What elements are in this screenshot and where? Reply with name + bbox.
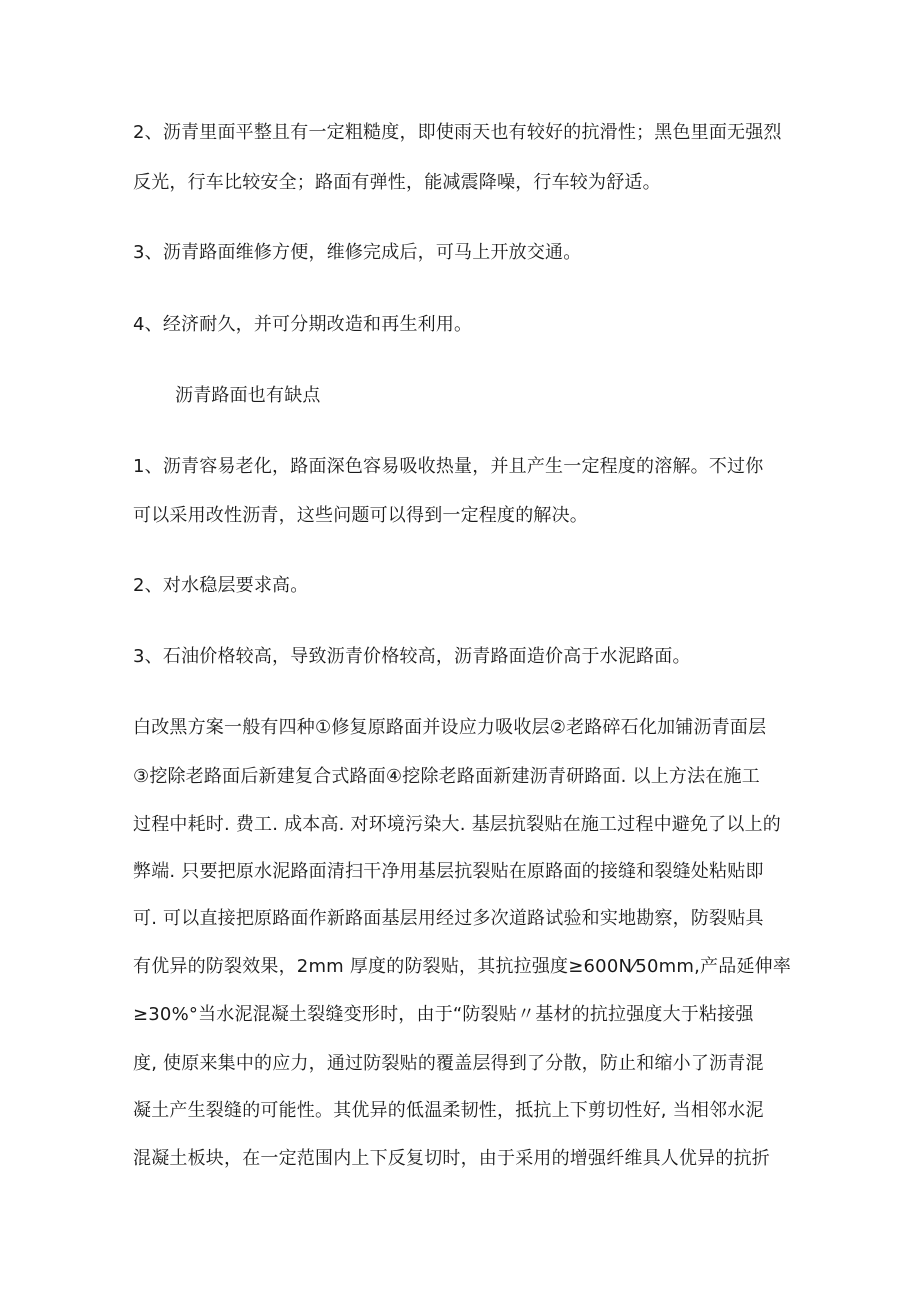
text-line: 度, 使原来集中的应力，通过防裂贴的覆盖层得到了分散，防止和缩小了沥青混 (133, 1053, 764, 1074)
text-line: 可. 可以直接把原路面作新路面基层用经过多次道路试验和实地勘察，防裂贴具 (133, 908, 764, 929)
text-line: 4、经济耐久，并可分期改造和再生利用。 (133, 314, 473, 335)
text-line: 弊端. 只要把原水泥路面清扫干净用基层抗裂贴在原路面的接缝和裂缝处粘贴即 (133, 861, 764, 882)
text-line: 有优异的防裂效果，2mm 厚度的防裂贴，其抗拉强度≥600N⁄50mm,产品延伸率 (133, 956, 792, 977)
text-line: 2、对水稳层要求高。 (133, 575, 309, 596)
text-line: ≥30%°当水泥混凝土裂缝变形时，由于“防裂贴〃基材的抗拉强度大于粘接强 (133, 1004, 754, 1025)
text-line: 白改黑方案一般有四种①修复原路面并设应力吸收层②老路碎石化加铺沥青面层 (133, 717, 767, 738)
section-heading: 沥青路面也有缺点 (175, 385, 321, 406)
text-line: 1、沥青容易老化，路面深色容易吸收热量，并且产生一定程度的溶解。不过你 (133, 456, 764, 477)
text-line: 可以采用改性沥青，这些问题可以得到一定程度的解决。 (133, 505, 588, 526)
text-line: 3、沥青路面维修方便，维修完成后，可马上开放交通。 (133, 242, 582, 263)
text-line: 凝土产生裂缝的可能性。其优异的低温柔韧性，抵抗上下剪切性好, 当相邻水泥 (133, 1100, 764, 1121)
text-line: 过程中耗时. 费工. 成本高. 对环境污染大. 基层抗裂贴在施工过程中避免了以上的 (133, 814, 781, 835)
text-line: 3、石油价格较高，导致沥青价格较高，沥青路面造价高于水泥路面。 (133, 646, 691, 667)
text-line: 2、沥青里面平整且有一定粗糙度，即使雨天也有较好的抗滑性；黑色里面无强烈 (133, 122, 782, 143)
text-line: 反光，行车比较安全；路面有弹性，能减震降噪，行车较为舒适。 (133, 172, 661, 193)
text-line: 混凝土板块，在一定范围内上下反复切时，由于采用的增强纤维具人优异的抗折 (133, 1148, 770, 1169)
text-line: ③挖除老路面后新建复合式路面④挖除老路面新建沥青研路面. 以上方法在施工 (133, 766, 760, 787)
